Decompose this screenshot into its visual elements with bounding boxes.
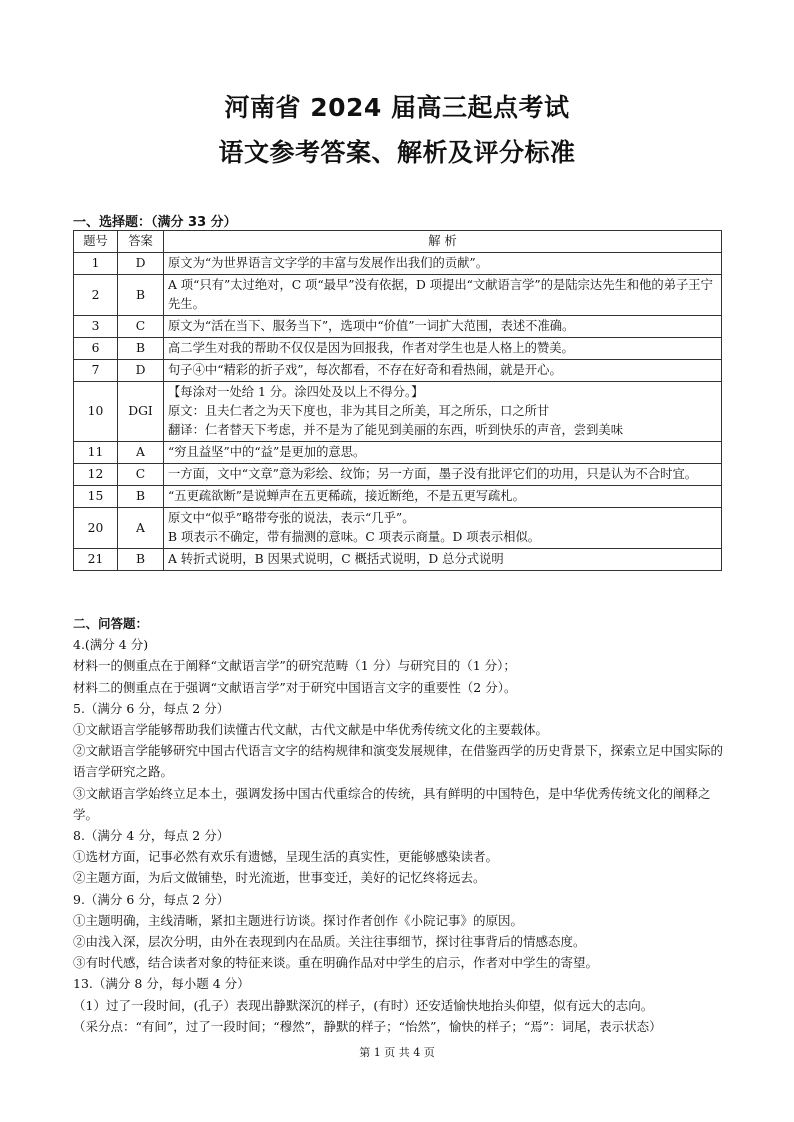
answer-cell: B: [118, 338, 164, 360]
question-number: 1: [74, 253, 118, 275]
explanation-cell: [164, 464, 722, 486]
answer-cell: B: [118, 275, 164, 316]
answer-cell: B: [118, 486, 164, 508]
explanation-line: 原文：且夫仁者之为天下度也，非为其目之所美，耳之所乐，口之所甘: [168, 404, 550, 418]
table-row: [74, 360, 722, 382]
table-row: [74, 316, 722, 338]
table-row: [74, 275, 722, 316]
explanation-cell: [164, 442, 722, 464]
answer-cell: B: [118, 549, 164, 571]
question-number: 11: [74, 442, 118, 464]
answer-line: 4.(满分 4 分): [73, 637, 149, 653]
question-number: 15: [74, 486, 118, 508]
explanation-cell: [164, 338, 722, 360]
answer-line: ③有时代感，结合读者对象的特征来谈。重在明确作品对中学生的启示，作者对中学生的寄望。: [73, 955, 599, 971]
explanation-cell: [164, 382, 722, 442]
answer-line: ③文献语言学始终立足本土，强调发扬中国古代重综合的传统，具有鲜明的中国特色，是中华优秀传统文化的阐释之学。: [73, 785, 711, 822]
explanation-line: A 转折式说明，B 因果式说明，C 概括式说明，D 总分式说明: [168, 552, 504, 566]
table-row: [74, 442, 722, 464]
table-header-row: [74, 231, 722, 253]
answer-cell: C: [118, 316, 164, 338]
question-number: 12: [74, 464, 118, 486]
explanation-cell: [164, 508, 722, 549]
table-row: [74, 253, 722, 275]
explanation-line: 一方面，文中“文章”意为彩绘、纹饰；另一方面，墨子没有批评它们的功用，只是认为不合时宜。: [168, 467, 698, 481]
question-number: 3: [74, 316, 118, 338]
explanation-line: “五更疏欲断”是说蝉声在五更稀疏，接近断绝，不是五更写疏札。: [168, 489, 525, 503]
answer-line: 8.（满分 4 分，每点 2 分）: [73, 828, 230, 844]
answer-line: ②文献语言学能够研究中国古代语言文字的结构规律和演变发展规律，在借鉴西学的历史背景下，探索立足中国实际的语言学研究之路。: [73, 743, 724, 780]
answer-cell: C: [118, 464, 164, 486]
explanation-line: 高二学生对我的帮助不仅仅是因为回报我，作者对学生也是人格上的赞美。: [168, 341, 574, 355]
explanation-line: 翻译：仁者替天下考虑，并不是为了能见到美丽的东西，听到快乐的声音，尝到美味: [168, 423, 623, 437]
answer-cell: A: [118, 442, 164, 464]
table-row: [74, 464, 722, 486]
answer-cell: D: [118, 360, 164, 382]
question-number: 10: [74, 382, 118, 442]
table-row: [74, 382, 722, 442]
answer-cell: A: [118, 508, 164, 549]
question-number: 20: [74, 508, 118, 549]
answer-line: ①主题明确，主线清晰，紧扣主题进行访谈。探讨作者创作《小院记事》的原因。: [73, 912, 524, 928]
explanation-line: A 项“只有”太过绝对，C 项“最早”没有依据，D 项提出“文献语言学”的是陆宗达先生和他的弟子王宁先生。: [168, 278, 713, 311]
question-number: 2: [74, 275, 118, 316]
explanation-cell: [164, 549, 722, 571]
explanation-line: 【每涂对一处给 1 分。涂四处及以上不得分。】: [168, 385, 424, 399]
explanation-line: 原文中“似乎”略带夸张的说法，表示“几乎”。: [168, 511, 415, 525]
answer-line: 5.（满分 6 分，每点 2 分）: [73, 700, 230, 716]
answer-line: （采分点：“有间”，过了一段时间；“穆然”，静默的样子；“怡然”，愉快的样子；“焉”：词尾，表示状态）: [73, 1018, 662, 1034]
section-heading-qa: 二、问答题：: [73, 616, 149, 631]
explanation-cell: [164, 316, 722, 338]
answer-line: 9.（满分 6 分，每点 2 分）: [73, 891, 230, 907]
answer-line: ①选材方面，记事必然有欢乐有遗憾，呈现生活的真实性，更能够感染读者。: [73, 849, 499, 865]
column-header: 题号: [74, 231, 118, 253]
answer-cell: DGI: [118, 382, 164, 442]
answer-line: 13.（满分 8 分，每小题 4 分）: [73, 976, 250, 992]
answer-line: 材料二的侧重点在于强调“文献语言学”对于研究中国语言文字的重要性（2 分）。: [73, 679, 517, 695]
table-row: [74, 486, 722, 508]
answer-line: ②由浅入深，层次分明，由外在表现到内在品质。关注往事细节，探讨往事背后的情感态度。: [73, 934, 586, 950]
table-row: [74, 549, 722, 571]
explanation-cell: [164, 486, 722, 508]
answer-line: （1）过了一段时间，(孔子）表现出静默深沉的样子，(有时）还安适愉快地抬头仰望，似有远大的志向。: [73, 997, 654, 1013]
page-number: 第 1 页 共 4 页: [359, 1046, 435, 1059]
answer-cell: D: [118, 253, 164, 275]
explanation-line: 原文为“活在当下、服务当下”，选项中“价值”一词扩大范围，表述不准确。: [168, 319, 575, 333]
explanation-line: 原文为“为世界语言文字学的丰富与发展作出我们的贡献”。: [168, 256, 488, 270]
column-header: 答案: [118, 231, 164, 253]
question-number: 6: [74, 338, 118, 360]
explanation-cell: [164, 253, 722, 275]
explanation-cell: [164, 360, 722, 382]
answer-line: 材料一的侧重点在于阐释“文献语言学”的研究范畴（1 分）与研究目的（1 分）；: [73, 658, 516, 674]
explanation-line: “穷且益坚”中的“益”是更加的意思。: [168, 445, 366, 459]
table-row: [74, 338, 722, 360]
explanation-cell: [164, 275, 722, 316]
question-number: 21: [74, 549, 118, 571]
answer-table: [73, 230, 722, 571]
explanation-line: 句子④中“精彩的折子戏”，每次都看，不存在好奇和看热闹，就是开心。: [168, 363, 562, 377]
section-heading-choice: 一、选择题：（满分 33 分）: [73, 215, 237, 230]
document-subtitle: 语文参考答案、解析及评分标准: [218, 138, 576, 167]
column-header: 解 析: [164, 231, 722, 253]
table-row: [74, 508, 722, 549]
document-title: 河南省 2024 届高三起点考试: [224, 93, 570, 122]
question-number: 7: [74, 360, 118, 382]
answer-line: ①文献语言学能够帮助我们读懂古代文献，古代文献是中华优秀传统文化的主要载体。: [73, 722, 549, 738]
short-answer-section: [73, 613, 725, 1037]
answer-line: ②主题方面，为后文做铺垫，时光流逝，世事变迁，美好的记忆终将远去。: [73, 870, 486, 886]
explanation-line: B 项表示不确定，带有揣测的意味。C 项表示商量。D 项表示相似。: [168, 530, 541, 544]
